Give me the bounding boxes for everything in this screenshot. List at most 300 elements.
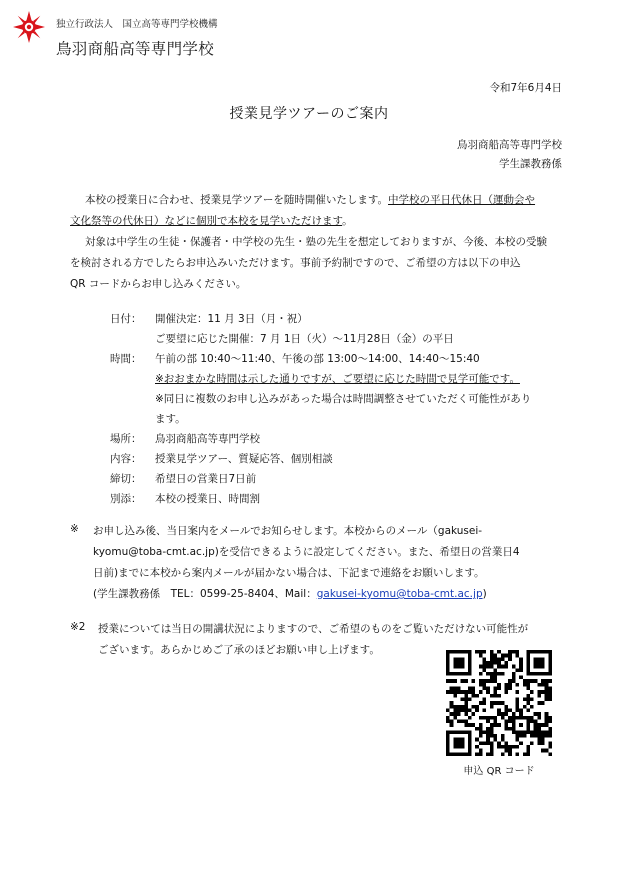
qr-module [461, 741, 465, 745]
qr-module [530, 734, 534, 738]
qr-module [512, 716, 516, 720]
time-note-1: ※おおまかな時間は示した通りですが、ご要望に応じた時間で見学可能です。 [155, 373, 520, 385]
content-value: 授業見学ツアー、質疑応答、個別相談 [155, 453, 333, 465]
qr-module [504, 712, 508, 716]
note1-line-2: kyomu@toba-cmt.ac.jp)を受信できるように設定してください。また、希望日の営業日4 [93, 546, 520, 558]
qr-module [475, 745, 479, 749]
qr-module [497, 741, 501, 745]
qr-module [494, 661, 498, 665]
time-label: 時間： [110, 353, 142, 365]
qr-module [508, 745, 512, 749]
qr-module [479, 650, 483, 654]
qr-module [483, 679, 487, 683]
qr-module [468, 661, 472, 665]
qr-module [523, 730, 527, 734]
qr-module [545, 683, 549, 687]
qr-module [526, 654, 530, 658]
qr-module [450, 712, 454, 716]
qr-module [483, 741, 487, 745]
qr-module [450, 650, 454, 654]
qr-module [494, 719, 498, 723]
qr-module [541, 683, 545, 687]
qr-module [530, 705, 534, 709]
qr-module [497, 745, 501, 749]
qr-module [497, 694, 501, 698]
qr-module [497, 701, 501, 705]
qr-module [526, 752, 530, 756]
date-on-request: ご要望に応じた開催：7 月 1日（火）～11月28日（金）の平日 [155, 333, 454, 345]
qr-module [453, 650, 457, 654]
qr-module [468, 738, 472, 742]
qr-module [446, 716, 450, 720]
school-emblem-icon [12, 10, 46, 44]
qr-module [519, 657, 523, 661]
qr-module [497, 708, 501, 712]
qr-module [501, 734, 505, 738]
qr-module [472, 690, 476, 694]
qr-module [515, 738, 519, 742]
qr-module [526, 679, 530, 683]
qr-module [523, 716, 527, 720]
qr-module [461, 650, 465, 654]
qr-module [457, 661, 461, 665]
qr-module [508, 727, 512, 731]
time-note-2-cont: ます。 [155, 413, 186, 425]
qr-module [501, 672, 505, 676]
qr-module [453, 730, 457, 734]
qr-module [446, 657, 450, 661]
qr-module [461, 690, 465, 694]
qr-module [537, 657, 541, 661]
qr-module [508, 650, 512, 654]
note2-mark: ※2 [70, 621, 86, 633]
qr-module [497, 712, 501, 716]
intro-line-1: 本校の授業日に合わせ、授業見学ツアーを随時開催いたします。中学校の平日代休日（運動会や [85, 194, 536, 206]
qr-module [475, 727, 479, 731]
qr-module [530, 679, 534, 683]
qr-module [548, 657, 552, 661]
qr-module [526, 698, 530, 702]
qr-module [490, 679, 494, 683]
qr-module [541, 749, 545, 753]
qr-module [468, 734, 472, 738]
qr-module [464, 679, 468, 683]
qr-module [461, 752, 465, 756]
qr-module [501, 745, 505, 749]
qr-module [515, 705, 519, 709]
qr-module [483, 665, 487, 669]
qr-module [450, 723, 454, 727]
qr-module [504, 687, 508, 691]
qr-module [450, 719, 454, 723]
qr-module [464, 694, 468, 698]
qr-module [530, 716, 534, 720]
qr-module [457, 687, 461, 691]
qr-module [457, 690, 461, 694]
qr-module [468, 672, 472, 676]
qr-module [508, 679, 512, 683]
qr-module [486, 665, 490, 669]
qr-module [504, 741, 508, 745]
qr-caption: 申込 QR コード [463, 766, 535, 777]
qr-module [508, 657, 512, 661]
qr-module [479, 727, 483, 731]
qr-module [534, 665, 538, 669]
qr-module [468, 668, 472, 672]
qr-module [545, 719, 549, 723]
qr-module [464, 712, 468, 716]
qr-module [453, 708, 457, 712]
qr-module [457, 650, 461, 654]
qr-module [548, 730, 552, 734]
qr-module [545, 690, 549, 694]
qr-module [490, 745, 494, 749]
qr-module [515, 734, 519, 738]
qr-module [530, 690, 534, 694]
qr-module [504, 708, 508, 712]
qr-module [519, 741, 523, 745]
qr-module [504, 723, 508, 727]
qr-module [450, 690, 454, 694]
qr-module [461, 657, 465, 661]
qr-module [537, 734, 541, 738]
qr-module [468, 723, 472, 727]
qr-module [523, 705, 527, 709]
qr-module [461, 661, 465, 665]
note2-line-1: 授業については当日の開講状況によりますので、ご希望のものをご覧いただけない可能性が [98, 623, 529, 635]
intro-line-2: 文化祭等の代休日）などに個別で本校を見学いただけます。 [70, 215, 353, 227]
qr-module [479, 730, 483, 734]
qr-module [457, 741, 461, 745]
qr-module [490, 730, 494, 734]
qr-module [486, 672, 490, 676]
qr-module [457, 730, 461, 734]
qr-module [457, 705, 461, 709]
qr-module [483, 657, 487, 661]
qr-module [548, 745, 552, 749]
qr-module [548, 716, 552, 720]
qr-module [519, 665, 523, 669]
qr-module [464, 723, 468, 727]
qr-module [530, 741, 534, 745]
qr-module [446, 745, 450, 749]
qr-module [494, 694, 498, 698]
qr-module [494, 701, 498, 705]
qr-module [515, 650, 519, 654]
place-label: 場所： [110, 433, 142, 445]
qr-module [446, 654, 450, 658]
qr-module [515, 654, 519, 658]
qr-module [530, 672, 534, 676]
qr-module [468, 698, 472, 702]
qr-module [526, 668, 530, 672]
qr-module [461, 698, 465, 702]
qr-module [508, 716, 512, 720]
qr-module [461, 665, 465, 669]
qr-module [530, 719, 534, 723]
qr-module [501, 665, 505, 669]
qr-module [490, 665, 494, 669]
qr-module [534, 734, 538, 738]
page-title: 授業見学ツアーのご案内 [229, 106, 389, 122]
qr-module [461, 708, 465, 712]
deadline-value: 希望日の営業日7日前 [155, 473, 257, 485]
date-decided: 開催決定：11 月 3日（月・祝） [155, 313, 308, 325]
qr-module [457, 672, 461, 676]
qr-module [526, 687, 530, 691]
qr-module [548, 719, 552, 723]
qr-module [512, 719, 516, 723]
qr-module [464, 698, 468, 702]
qr-module [526, 727, 530, 731]
qr-module [541, 690, 545, 694]
qr-module [537, 661, 541, 665]
qr-module [548, 668, 552, 672]
qr-module [515, 683, 519, 687]
qr-module [475, 650, 479, 654]
qr-module [537, 712, 541, 716]
qr-module [494, 738, 498, 742]
qr-module [483, 687, 487, 691]
qr-module [541, 701, 545, 705]
qr-module [494, 723, 498, 727]
qr-module [479, 723, 483, 727]
qr-module [486, 679, 490, 683]
qr-module [483, 708, 487, 712]
qr-module [464, 672, 468, 676]
qr-module [501, 657, 505, 661]
qr-module [537, 727, 541, 731]
qr-module [526, 657, 530, 661]
qr-module [501, 654, 505, 658]
document-date: 令和7年6月4日 [489, 82, 562, 94]
qr-module [461, 745, 465, 749]
qr-module [545, 730, 549, 734]
qr-module [526, 661, 530, 665]
qr-module [519, 668, 523, 672]
qr-module [479, 683, 483, 687]
qr-module [523, 679, 527, 683]
qr-module [519, 661, 523, 665]
time-slots: 午前の部 10:40～11:40、午後の部 13:00～14:00、14:40～15:40 [155, 353, 480, 365]
qr-module [494, 676, 498, 680]
qr-module [526, 730, 530, 734]
qr-module [515, 730, 519, 734]
qr-module [497, 672, 501, 676]
qr-module [534, 657, 538, 661]
qr-module [468, 657, 472, 661]
qr-module [453, 694, 457, 698]
qr-module [504, 654, 508, 658]
qr-module [534, 672, 538, 676]
note2-line-2: ございます。あらかじめご了承のほどお願い申し上げます。 [98, 644, 380, 656]
qr-module [490, 654, 494, 658]
email-link[interactable]: gakusei-kyomu@toba-cmt.ac.jp [316, 588, 483, 600]
qr-module [461, 705, 465, 709]
qr-module [457, 719, 461, 723]
content-label: 内容： [110, 453, 142, 465]
qr-module [534, 730, 538, 734]
qr-module [446, 668, 450, 672]
qr-module [519, 734, 523, 738]
qr-module [453, 687, 457, 691]
qr-module [453, 741, 457, 745]
qr-module [472, 694, 476, 698]
qr-module [512, 676, 516, 680]
qr-module [450, 679, 454, 683]
qr-module [453, 665, 457, 669]
qr-module [446, 679, 450, 683]
qr-module [472, 712, 476, 716]
qr-module [537, 738, 541, 742]
qr-module [468, 749, 472, 753]
qr-module [508, 683, 512, 687]
qr-module [515, 690, 519, 694]
qr-module [486, 690, 490, 694]
qr-module [537, 723, 541, 727]
qr-module [504, 727, 508, 731]
qr-module [490, 716, 494, 720]
qr-module [457, 745, 461, 749]
qr-module [534, 712, 538, 716]
qr-module [548, 694, 552, 698]
qr-module [497, 665, 501, 669]
qr-module [541, 734, 545, 738]
qr-module [461, 730, 465, 734]
qr-module [548, 698, 552, 702]
qr-module [545, 716, 549, 720]
qr-module [530, 650, 534, 654]
qr-module [468, 690, 472, 694]
qr-module [464, 650, 468, 654]
qr-module [508, 687, 512, 691]
qr-module [446, 708, 450, 712]
qr-module [523, 698, 527, 702]
qr-module [534, 679, 538, 683]
qr-module [464, 701, 468, 705]
qr-module [534, 719, 538, 723]
qr-module [457, 752, 461, 756]
qr-module [468, 708, 472, 712]
org-subtitle: 独立行政法人 国立高等専門学校機構 [56, 19, 218, 30]
qr-module [515, 752, 519, 756]
qr-module [464, 690, 468, 694]
qr-module [526, 745, 530, 749]
qr-module [512, 665, 516, 669]
qr-module [453, 705, 457, 709]
qr-module [537, 690, 541, 694]
qr-module [479, 654, 483, 658]
qr-module [548, 752, 552, 756]
qr-module [504, 749, 508, 753]
qr-module [541, 730, 545, 734]
qr-module [479, 734, 483, 738]
qr-module [483, 716, 487, 720]
qr-module [526, 749, 530, 753]
qr-module [537, 716, 541, 720]
qr-module [483, 701, 487, 705]
qr-module [490, 661, 494, 665]
qr-module [446, 661, 450, 665]
qr-code-icon[interactable] [446, 650, 552, 756]
qr-module [545, 734, 549, 738]
qr-module [534, 661, 538, 665]
qr-module [504, 705, 508, 709]
qr-module [468, 752, 472, 756]
qr-module [468, 741, 472, 745]
qr-module [545, 650, 549, 654]
qr-module [545, 687, 549, 691]
qr-module [519, 730, 523, 734]
qr-module [534, 650, 538, 654]
qr-module [479, 741, 483, 745]
qr-module [548, 672, 552, 676]
qr-module [541, 661, 545, 665]
qr-module [446, 752, 450, 756]
qr-module [483, 683, 487, 687]
qr-module [457, 738, 461, 742]
qr-module [526, 672, 530, 676]
qr-module [519, 708, 523, 712]
qr-module [504, 661, 508, 665]
qr-module [479, 679, 483, 683]
qr-module [446, 690, 450, 694]
time-note-2: ※同日に複数のお申し込みがあった場合は時間調整させていただく可能性があり [155, 393, 532, 405]
qr-module [512, 745, 516, 749]
qr-module [526, 701, 530, 705]
qr-module [490, 727, 494, 731]
qr-module [472, 687, 476, 691]
qr-module [479, 752, 483, 756]
qr-module [523, 683, 527, 687]
intro-line-3: 対象は中学生の生徒・保護者・中学校の先生・塾の先生を想定しておりますが、今後、本校の受験 [85, 236, 547, 248]
intro-line-4: を検討される方でしたらお申込みいただけます。事前予約制ですので、ご希望の方は以下の申込 [70, 257, 521, 269]
qr-module [526, 665, 530, 669]
qr-module [450, 730, 454, 734]
qr-module [537, 694, 541, 698]
qr-module [494, 690, 498, 694]
qr-module [526, 694, 530, 698]
qr-module [537, 672, 541, 676]
qr-module [501, 738, 505, 742]
qr-module [519, 676, 523, 680]
qr-module [472, 705, 476, 709]
qr-module [541, 657, 545, 661]
qr-module [519, 716, 523, 720]
qr-module [497, 657, 501, 661]
qr-module [450, 687, 454, 691]
attachment-value: 本校の授業日、時間割 [155, 493, 260, 505]
qr-module [457, 712, 461, 716]
qr-module [515, 701, 519, 705]
qr-module [548, 734, 552, 738]
qr-module [446, 738, 450, 742]
qr-module [541, 650, 545, 654]
qr-module [494, 672, 498, 676]
qr-module [512, 650, 516, 654]
qr-module [504, 683, 508, 687]
qr-module [490, 694, 494, 698]
qr-module [490, 672, 494, 676]
qr-module [515, 708, 519, 712]
note1-line-3: 日前)までに本校から案内メールが届かない場合は、下記まで連絡をお願いします。 [93, 567, 485, 579]
qr-module [526, 723, 530, 727]
qr-module [468, 716, 472, 720]
qr-module [446, 734, 450, 738]
qr-module [475, 708, 479, 712]
qr-module [490, 701, 494, 705]
qr-module [541, 738, 545, 742]
